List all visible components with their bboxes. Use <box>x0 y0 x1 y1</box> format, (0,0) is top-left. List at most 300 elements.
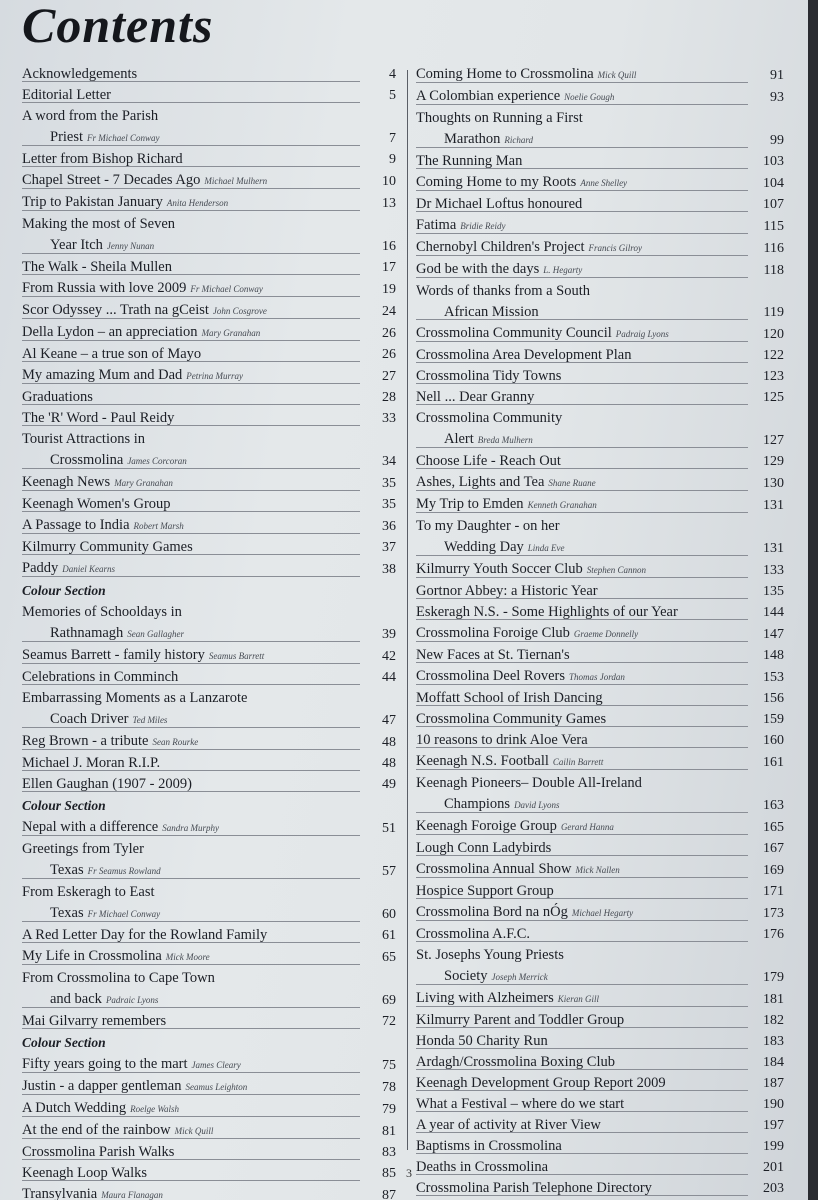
entry-page-number: 199 <box>763 1139 784 1154</box>
entry-title: Reg Brown - a tribute <box>22 733 149 749</box>
entry-title: Fifty years going to the mart <box>22 1056 188 1072</box>
entry-author: Mary Granahan <box>114 478 173 488</box>
entry-title: Ellen Gaughan (1907 - 2009) <box>22 776 192 792</box>
contents-entry <box>416 237 788 259</box>
contents-entry <box>22 387 400 408</box>
contents-entry <box>416 387 788 408</box>
entry-title-line <box>22 1184 400 1200</box>
contents-entry <box>22 64 400 85</box>
entry-page-number: 161 <box>763 755 784 770</box>
contents-entry <box>22 1098 400 1120</box>
entry-title-continued: and back <box>50 991 102 1007</box>
entry-title: Choose Life - Reach Out <box>416 453 561 469</box>
contents-entry <box>416 1157 788 1178</box>
entry-page-number: 183 <box>763 1034 784 1049</box>
entry-author: Mick Nallen <box>575 865 620 875</box>
entry-title-continued: Marathon <box>444 131 501 147</box>
entry-page-number: 60 <box>382 907 396 922</box>
entry-page-number: 135 <box>763 584 784 599</box>
entry-author: James Corcoran <box>127 456 187 466</box>
entry-title: Scor Odyssey ... Trath na gCeist <box>22 302 209 318</box>
entry-author: Maura Flanagan <box>101 1190 163 1200</box>
entry-page-number: 38 <box>382 562 396 577</box>
entry-title: Seamus Barrett - family history <box>22 647 205 663</box>
entry-page-number: 99 <box>770 133 784 148</box>
entry-page-number: 184 <box>763 1055 784 1070</box>
entry-title: Fatima <box>416 217 457 233</box>
contents-entry <box>416 623 788 645</box>
leader-line <box>22 1007 360 1008</box>
contents-entry <box>22 688 400 731</box>
entry-title: Keenagh N.S. Football <box>416 753 549 769</box>
entry-author: Fr Michael Conway <box>87 909 161 919</box>
contents-entry <box>22 85 400 106</box>
entry-page-number: 156 <box>763 691 784 706</box>
entry-title: Living with Alzheimers <box>416 990 554 1006</box>
entry-page-number: 133 <box>763 563 784 578</box>
entry-title: Making the most of Seven <box>22 216 176 232</box>
contents-entry <box>22 731 400 753</box>
contents-entry <box>416 1178 788 1199</box>
entry-title: The Walk - Sheila Mullen <box>22 259 172 275</box>
entry-page-number: 160 <box>763 733 784 748</box>
leader-line <box>416 147 748 148</box>
contents-entry <box>416 838 788 859</box>
entry-title-continued: Year Itch <box>50 237 103 253</box>
leader-line <box>416 277 748 278</box>
contents-entry <box>416 64 788 86</box>
entry-author: John Cosgrove <box>212 306 267 316</box>
entry-title: Crossmolina Area Development Plan <box>416 347 632 363</box>
leader-line <box>22 749 360 750</box>
entry-page-number: 144 <box>763 605 784 620</box>
leader-line <box>22 921 360 922</box>
entry-page-number: 179 <box>763 970 784 985</box>
entry-title: Crossmolina A.F.C. <box>416 926 531 942</box>
entry-title-line <box>416 281 788 302</box>
entry-title: Kilmurry Parent and Toddler Group <box>416 1012 625 1028</box>
leader-line <box>416 82 748 83</box>
entry-page-number: 93 <box>770 90 784 105</box>
entry-page-number: 35 <box>382 476 396 491</box>
entry-page-number: 104 <box>763 176 784 191</box>
entry-page-number: 49 <box>382 777 396 792</box>
entry-title: Letter from Bishop Richard <box>22 151 183 167</box>
contents-entry <box>416 451 788 472</box>
entry-title: My amazing Mum and Dad <box>22 367 183 383</box>
entry-title: Della Lydon – an appreciation <box>22 324 198 340</box>
leader-line <box>22 835 360 836</box>
entry-author: Linda Eve <box>527 543 565 553</box>
entry-author: Shane Ruane <box>548 478 596 488</box>
entry-page-number: 176 <box>763 927 784 942</box>
contents-entry <box>416 281 788 323</box>
contents-entry <box>416 751 788 773</box>
contents-entry <box>22 106 400 149</box>
entry-title-continued: Crossmolina <box>50 452 124 468</box>
entry-title: Keenagh Development Group Report 2009 <box>416 1075 666 1091</box>
entry-title: A word from the Parish <box>22 108 159 124</box>
entry-page-number: 87 <box>382 1188 396 1200</box>
entry-title: Gortnor Abbey: a Historic Year <box>416 583 598 599</box>
entry-page-number: 203 <box>763 1181 784 1196</box>
entry-page-number: 10 <box>382 174 396 189</box>
contents-entry <box>416 1031 788 1052</box>
entry-page-number: 201 <box>763 1160 784 1175</box>
contents-entry <box>416 709 788 730</box>
entry-author: Sean Rourke <box>152 737 199 747</box>
entry-title: Lough Conn Ladybirds <box>416 840 552 856</box>
entry-title: Eskeragh N.S. - Some Highlights of our Year <box>416 604 678 620</box>
entry-title-continued: Priest <box>50 129 84 145</box>
entry-title: Hospice Support Group <box>416 883 554 899</box>
contents-column-left <box>22 64 400 1200</box>
entry-title: Greetings from Tyler <box>22 841 144 857</box>
entry-title-line <box>22 882 400 903</box>
contents-entry <box>22 1184 400 1200</box>
entry-title-line <box>22 580 400 602</box>
entry-page-number: 81 <box>382 1124 396 1139</box>
entry-author: Roelge Walsh <box>130 1104 180 1114</box>
entry-page-number: 72 <box>382 1014 396 1029</box>
leader-line <box>22 1116 360 1117</box>
contents-entry <box>416 666 788 688</box>
contents-entry <box>22 170 400 192</box>
entry-title: A Passage to India <box>22 517 130 533</box>
entry-title: Nell ... Dear Granny <box>416 389 535 405</box>
entry-title-line <box>416 773 788 794</box>
contents-entry <box>416 816 788 838</box>
entry-title: Mai Gilvarry remembers <box>22 1013 167 1029</box>
leader-line <box>416 877 748 878</box>
entry-title: Crossmolina Community Games <box>416 711 607 727</box>
entry-page-number: 153 <box>763 670 784 685</box>
contents-entry <box>22 753 400 774</box>
entry-title: At the end of the rainbow <box>22 1122 171 1138</box>
contents-entry <box>22 1142 400 1163</box>
entry-page-number: 61 <box>382 928 396 943</box>
entry-title: Chernobyl Children's Project <box>416 239 585 255</box>
entry-title-line <box>22 106 400 127</box>
contents-entry <box>416 194 788 215</box>
entry-author: Michael Hegarty <box>571 908 634 918</box>
entry-author: Ted Miles <box>132 715 168 725</box>
entry-page-number: 165 <box>763 820 784 835</box>
contents-entry <box>22 365 400 387</box>
contents-entry <box>416 859 788 881</box>
entry-title: The Running Man <box>416 153 523 169</box>
entry-author: Graeme Donnelly <box>573 629 639 639</box>
entry-title: Crossmolina Community Council <box>416 325 612 341</box>
entry-author: Mick Quill <box>174 1126 214 1136</box>
entry-page-number: 167 <box>763 841 784 856</box>
entry-page-number: 51 <box>382 821 396 836</box>
entry-title: Coming Home to Crossmolina <box>416 66 594 82</box>
entry-title: Baptisms in Crossmolina <box>416 1138 562 1154</box>
entry-title: Deaths in Crossmolina <box>416 1159 549 1175</box>
entry-author: David Lyons <box>514 800 560 810</box>
entry-page-number: 159 <box>763 712 784 727</box>
contents-entry <box>416 881 788 902</box>
entry-page-number: 130 <box>763 476 784 491</box>
entry-title-line <box>22 795 400 817</box>
entry-author: Robert Marsh <box>133 521 184 531</box>
entry-page-number: 57 <box>382 864 396 879</box>
leader-line <box>22 145 360 146</box>
leader-line <box>22 533 360 534</box>
entry-page-number: 125 <box>763 390 784 405</box>
entry-title: Colour Section <box>22 1035 106 1050</box>
entry-title: Graduations <box>22 389 93 405</box>
entry-page-number: 173 <box>763 906 784 921</box>
entry-author: Fr Michael Conway <box>190 284 263 294</box>
entry-page-number: 197 <box>763 1118 784 1133</box>
entry-page-number: 7 <box>389 131 396 146</box>
entry-title-line <box>22 214 400 235</box>
section-heading <box>22 795 400 817</box>
entry-page-number: 78 <box>382 1080 396 1095</box>
leader-line <box>416 641 748 642</box>
entry-author: Padraic Lyons <box>105 995 159 1005</box>
leader-line <box>22 318 360 319</box>
entry-page-number: 79 <box>382 1102 396 1117</box>
entry-title: Crossmolina Deel Rovers <box>416 668 566 684</box>
page-number: 3 <box>406 1166 412 1180</box>
entry-author: Seamus Leighton <box>185 1082 248 1092</box>
contents-column-right <box>416 64 788 1199</box>
contents-entry <box>22 882 400 925</box>
contents-entry <box>22 558 400 580</box>
leader-line <box>416 577 748 578</box>
entry-page-number: 83 <box>382 1145 396 1160</box>
entry-author: James Cleary <box>191 1060 241 1070</box>
contents-entry <box>416 259 788 281</box>
entry-page-number: 26 <box>382 326 396 341</box>
entry-page-number: 44 <box>382 670 396 685</box>
entry-title: Kilmurry Community Games <box>22 539 193 555</box>
entry-page-number: 148 <box>763 648 784 663</box>
leader-line <box>22 1138 360 1139</box>
leader-line <box>22 468 360 469</box>
contents-entry <box>416 559 788 581</box>
entry-title: Crossmolina Parish Walks <box>22 1144 175 1160</box>
entry-author: Sandra Murphy <box>162 823 219 833</box>
contents-entry <box>22 192 400 214</box>
entry-author: Breda Mulhern <box>477 435 533 445</box>
entry-author: Anita Henderson <box>166 198 229 208</box>
page-title: Contents <box>22 0 214 53</box>
contents-entry <box>22 1054 400 1076</box>
entry-page-number: 131 <box>763 541 784 556</box>
leader-line <box>22 383 360 384</box>
entry-title: Ashes, Lights and Tea <box>416 474 545 490</box>
entry-title-continued: Wedding Day <box>444 539 524 555</box>
entry-author: Stephen Cannon <box>586 565 646 575</box>
leader-line <box>416 555 748 556</box>
leader-line <box>416 834 748 835</box>
entry-title: Tourist Attractions in <box>22 431 146 447</box>
entry-title: God be with the days <box>416 261 540 277</box>
contents-entry <box>22 1076 400 1098</box>
entry-author: Padraig Lyons <box>615 329 669 339</box>
entry-author: Petrina Murray <box>186 371 244 381</box>
entry-title: The 'R' Word - Paul Reidy <box>22 410 175 426</box>
contents-entry <box>416 408 788 451</box>
entry-title-continued: Rathnamagh <box>50 625 124 641</box>
entry-title: Keenagh Women's Group <box>22 496 171 512</box>
leader-line <box>416 769 748 770</box>
entry-page-number: 115 <box>763 219 784 234</box>
contents-entry <box>22 774 400 795</box>
leader-line <box>22 964 360 965</box>
leader-line <box>22 576 360 577</box>
contents-entry <box>416 215 788 237</box>
entry-page-number: 147 <box>763 627 784 642</box>
contents-entry <box>416 688 788 709</box>
entry-page-number: 36 <box>382 519 396 534</box>
contents-entry <box>22 300 400 322</box>
entry-page-number: 34 <box>382 454 396 469</box>
entry-page-number: 122 <box>763 348 784 363</box>
column-divider <box>407 70 408 1150</box>
leader-line <box>416 255 748 256</box>
contents-entry <box>416 1094 788 1115</box>
entry-page-number: 16 <box>382 239 396 254</box>
entry-page-number: 182 <box>763 1013 784 1028</box>
contents-entry <box>416 472 788 494</box>
contents-entry <box>22 344 400 365</box>
entry-title: From Eskeragh to East <box>22 884 155 900</box>
entry-author: Joseph Merrick <box>491 972 548 982</box>
entry-page-number: 27 <box>382 369 396 384</box>
entry-title: Crossmolina Community <box>416 410 563 426</box>
entry-title: Nepal with a difference <box>22 819 159 835</box>
entry-title: Coming Home to my Roots <box>416 174 577 190</box>
leader-line <box>416 812 748 813</box>
leader-line <box>416 233 748 234</box>
entry-page-number: 85 <box>382 1166 396 1181</box>
entry-page-number: 129 <box>763 454 784 469</box>
entry-author: Fr Seamus Rowland <box>87 866 161 876</box>
entry-title: 10 reasons to drink Aloe Vera <box>416 732 588 748</box>
leader-line <box>22 188 360 189</box>
contents-entry <box>22 472 400 494</box>
entry-title: St. Josephs Young Priests <box>416 947 564 963</box>
entry-title-continued: Society <box>444 968 488 984</box>
contents-entry <box>416 1115 788 1136</box>
section-heading <box>22 1032 400 1054</box>
contents-entry <box>22 968 400 1011</box>
contents-entry <box>22 946 400 968</box>
contents-entry <box>416 581 788 602</box>
entry-page-number: 123 <box>763 369 784 384</box>
entry-title: Celebrations in Comminch <box>22 669 179 685</box>
entry-author: Jenny Nunan <box>106 241 155 251</box>
entry-page-number: 9 <box>389 152 396 167</box>
entry-title: Memories of Schooldays in <box>22 604 182 620</box>
entry-page-number: 103 <box>763 154 784 169</box>
entry-page-number: 24 <box>382 304 396 319</box>
entry-author: Thomas Jordan <box>569 672 625 682</box>
entry-title: A Red Letter Day for the Rowland Family <box>22 927 268 943</box>
contents-entry <box>22 408 400 429</box>
entry-page-number: 181 <box>763 992 784 1007</box>
section-heading <box>22 580 400 602</box>
entry-title-line <box>22 602 400 623</box>
contents-entry <box>416 172 788 194</box>
entry-author: Francis Gilroy <box>588 243 642 253</box>
entry-title: Crossmolina Parish Telephone Directory <box>416 1180 652 1196</box>
entry-page-number: 33 <box>382 411 396 426</box>
entry-title: Moffatt School of Irish Dancing <box>416 690 603 706</box>
entry-title: Keenagh News <box>22 474 111 490</box>
entry-page-number: 47 <box>382 713 396 728</box>
entry-title-line <box>22 968 400 989</box>
entry-title: A Dutch Wedding <box>22 1100 127 1116</box>
contents-entry <box>416 924 788 945</box>
entry-author: Richard <box>504 135 534 145</box>
entry-page-number: 28 <box>382 390 396 405</box>
entry-title: Embarrassing Moments as a Lanzarote <box>22 690 248 706</box>
entry-author: Noelie Gough <box>564 92 615 102</box>
leader-line <box>416 341 748 342</box>
entry-page-number: 17 <box>382 260 396 275</box>
entry-page-number: 69 <box>382 993 396 1008</box>
entry-author: Cailin Barrett <box>552 757 604 767</box>
entry-page-number: 107 <box>763 197 784 212</box>
leader-line <box>416 920 748 921</box>
entry-author: L. Hegarty <box>543 265 583 275</box>
entry-author: Sean Gallagher <box>127 629 185 639</box>
contents-entry <box>22 429 400 472</box>
entry-page-number: 118 <box>763 263 784 278</box>
entry-page-number: 169 <box>763 863 784 878</box>
entry-title: Trip to Pakistan January <box>22 194 163 210</box>
entry-title: Kilmurry Youth Soccer Club <box>416 561 583 577</box>
entry-page-number: 19 <box>382 282 396 297</box>
entry-page-number: 119 <box>763 305 784 320</box>
entry-author: Kenneth Granahan <box>527 500 597 510</box>
contents-entry <box>22 515 400 537</box>
entry-title: Keenagh Loop Walks <box>22 1165 148 1181</box>
leader-line <box>22 340 360 341</box>
entry-page-number: 127 <box>763 433 784 448</box>
entry-page-number: 75 <box>382 1058 396 1073</box>
entry-title-line <box>416 516 788 537</box>
contents-entry <box>416 516 788 559</box>
entry-title: Crossmolina Annual Show <box>416 861 572 877</box>
entry-author: Bridie Reidy <box>460 221 506 231</box>
entry-title: To my Daughter - on her <box>416 518 560 534</box>
contents-entry <box>22 925 400 946</box>
contents-entry <box>416 108 788 151</box>
leader-line <box>416 104 748 105</box>
entry-title: Colour Section <box>22 798 106 813</box>
entry-title-line <box>22 839 400 860</box>
contents-entry <box>416 602 788 623</box>
entry-title-continued: Alert <box>444 431 474 447</box>
leader-line <box>416 447 748 448</box>
leader-line <box>22 296 360 297</box>
entry-page-number: 13 <box>382 196 396 211</box>
contents-entry <box>22 278 400 300</box>
entry-title-continued: African Mission <box>444 304 539 320</box>
entry-title-line <box>416 945 788 966</box>
leader-line <box>22 1094 360 1095</box>
contents-entry <box>416 902 788 924</box>
entry-page-number: 48 <box>382 735 396 750</box>
entry-title: My Trip to Emden <box>416 496 524 512</box>
